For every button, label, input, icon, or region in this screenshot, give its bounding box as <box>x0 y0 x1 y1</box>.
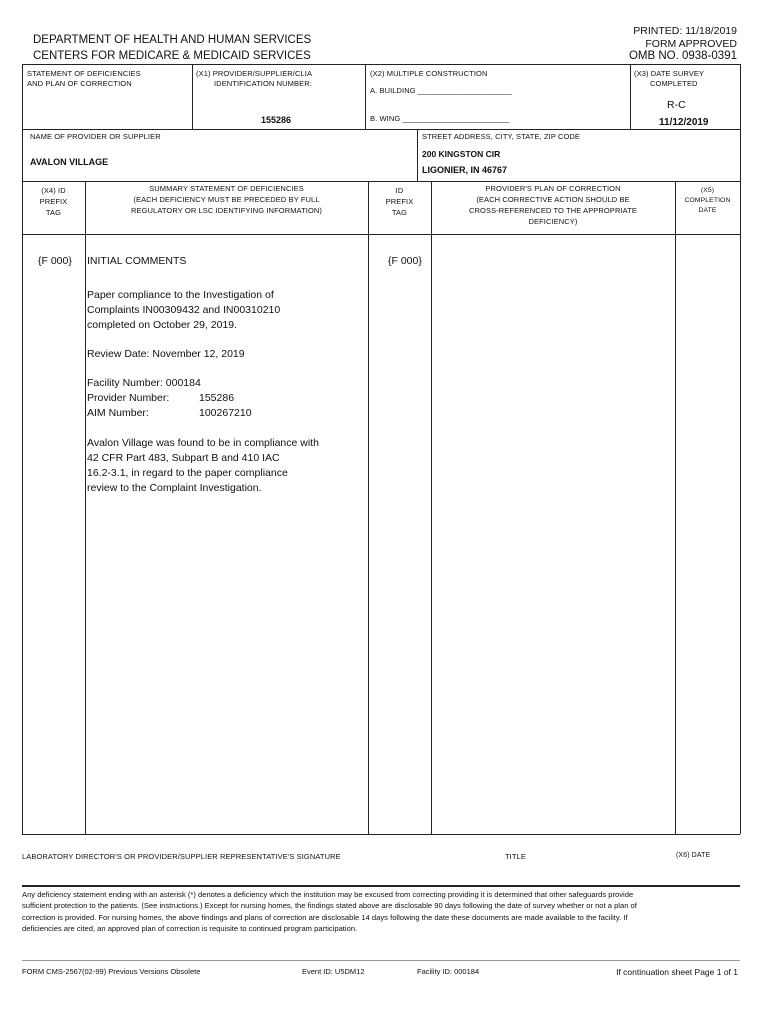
id-header-3: TAG <box>391 208 408 217</box>
x5-header-2: COMPLETION <box>684 197 731 204</box>
paragraph-line: Complaints IN00309432 and IN00310210 <box>87 304 281 316</box>
form-approved: FORM APPROVED <box>645 38 737 50</box>
x4-header: (X4) ID <box>41 186 66 195</box>
disclaimer-text: Any deficiency statement ending with an asterisk (*) denotes a deficiency which the institution may be excused from correcting providing it is determined that other safeguards provide sufficient protection to the patients. (See instructions.) Except for nursing homes, the findings stated above are disclosable 90 days following the date of survey whether or not a plan of correction is provided. For nursing homes, the above findings and plans of correction are disclosable 14 days following the date these documents are made available to the facility. If deficiencies are cited, an approved plan of correction is requisite to continued program participation. <box>22 890 637 934</box>
divider <box>22 129 740 130</box>
address-city: LIGONIER, IN 46767 <box>422 165 508 175</box>
entry-title: INITIAL COMMENTS <box>87 255 187 267</box>
aim-number-value: 100267210 <box>199 407 252 419</box>
signature-label: LABORATORY DIRECTOR'S OR PROVIDER/SUPPLIER REPRESENTATIVE'S SIGNATURE <box>22 852 341 861</box>
printed-date: PRINTED: 11/18/2019 <box>633 25 737 37</box>
divider <box>22 885 740 887</box>
provider-number-value: 155286 <box>199 392 235 404</box>
paragraph-line: Avalon Village was found to be in compliance with <box>87 437 319 449</box>
statement-label-1: STATEMENT OF DEFICIENCIES <box>27 69 141 78</box>
plan-header: PROVIDER'S PLAN OF CORRECTION <box>485 184 621 193</box>
date-label: (X6) DATE <box>676 852 711 859</box>
x3-label: (X3) DATE SURVEY <box>634 69 705 78</box>
column-divider <box>675 181 676 834</box>
omb-number: OMB NO. 0938-0391 <box>628 50 737 62</box>
paragraph-line: completed on October 29, 2019. <box>87 319 238 331</box>
facility-number: Facility Number: 000184 <box>87 377 201 389</box>
wing-field: B. WING _________________________ <box>370 114 510 123</box>
divider <box>22 234 740 235</box>
provider-name: AVALON VILLAGE <box>30 157 109 167</box>
summary-header-3: REGULATORY OR LSC IDENTIFYING INFORMATION) <box>130 206 323 215</box>
prefix-tag-right: {F 000} <box>388 255 422 267</box>
divider <box>22 960 740 961</box>
divider <box>192 64 193 129</box>
prefix-tag-left: {F 000} <box>38 255 72 267</box>
divider <box>417 129 418 181</box>
summary-header-2: (EACH DEFICIENCY MUST BE PRECEDED BY FULL <box>133 195 320 204</box>
column-divider <box>431 181 432 834</box>
provider-number-label: Provider Number: <box>87 392 170 404</box>
event-id: Event ID: U5DM12 <box>302 967 365 976</box>
review-date: Review Date: November 12, 2019 <box>87 348 245 360</box>
facility-id: Facility ID: 000184 <box>417 967 480 976</box>
column-divider <box>85 181 86 834</box>
x2-label: (X2) MULTIPLE CONSTRUCTION <box>370 69 488 78</box>
paragraph-line: 16.2-3.1, in regard to the paper compliance <box>87 467 288 479</box>
x1-label-2: IDENTIFICATION NUMBER: <box>214 79 312 88</box>
provider-name-label: NAME OF PROVIDER OR SUPPLIER <box>30 132 161 141</box>
building-field: A. BUILDING ______________________ <box>370 86 512 95</box>
statement-label-2: AND PLAN OF CORRECTION <box>27 79 132 88</box>
agency-title: CENTERS FOR MEDICARE & MEDICAID SERVICES <box>33 50 311 62</box>
paragraph-line: Paper compliance to the Investigation of <box>87 289 274 301</box>
aim-number-label: AIM Number: <box>87 407 149 419</box>
paragraph-line: review to the Complaint Investigation. <box>87 482 262 494</box>
id-header-2: PREFIX <box>385 197 414 206</box>
divider <box>365 64 366 129</box>
department-title: DEPARTMENT OF HEALTH AND HUMAN SERVICES <box>33 34 312 46</box>
divider <box>22 834 740 835</box>
plan-header-4: DEFICIENCY) <box>528 217 578 226</box>
x5-header-3: DATE <box>698 207 717 214</box>
x4-header-3: TAG <box>45 208 62 217</box>
page-indicator: If continuation sheet Page 1 of 1 <box>616 967 738 977</box>
survey-code: R-C <box>667 99 686 111</box>
x3-label-2: COMPLETED <box>650 79 698 88</box>
address-street: 200 KINGSTON CIR <box>422 149 501 159</box>
title-label: TITLE <box>505 852 526 861</box>
plan-header-3: CROSS-REFERENCED TO THE APPROPRIATE <box>469 206 637 215</box>
frame-top-line <box>22 64 740 65</box>
survey-date: 11/12/2019 <box>659 117 709 128</box>
frame-left-line <box>22 64 23 834</box>
summary-header: SUMMARY STATEMENT OF DEFICIENCIES <box>149 184 304 193</box>
x1-label: (X1) PROVIDER/SUPPLIER/CLIA <box>196 69 313 78</box>
address-label: STREET ADDRESS, CITY, STATE, ZIP CODE <box>422 132 581 141</box>
id-header: ID <box>395 186 404 195</box>
x5-header: (X5) <box>700 187 715 194</box>
x4-header-2: PREFIX <box>39 197 68 206</box>
provider-id-value: 155286 <box>261 115 292 125</box>
divider <box>22 181 740 182</box>
frame-right-line <box>740 64 741 834</box>
column-divider <box>368 181 369 834</box>
divider <box>630 64 631 129</box>
plan-header-2: (EACH CORRECTIVE ACTION SHOULD BE <box>476 195 630 204</box>
form-number: FORM CMS-2567(02-99) Previous Versions Obsolete <box>22 967 201 976</box>
paragraph-line: 42 CFR Part 483, Subpart B and 410 IAC <box>87 452 280 464</box>
